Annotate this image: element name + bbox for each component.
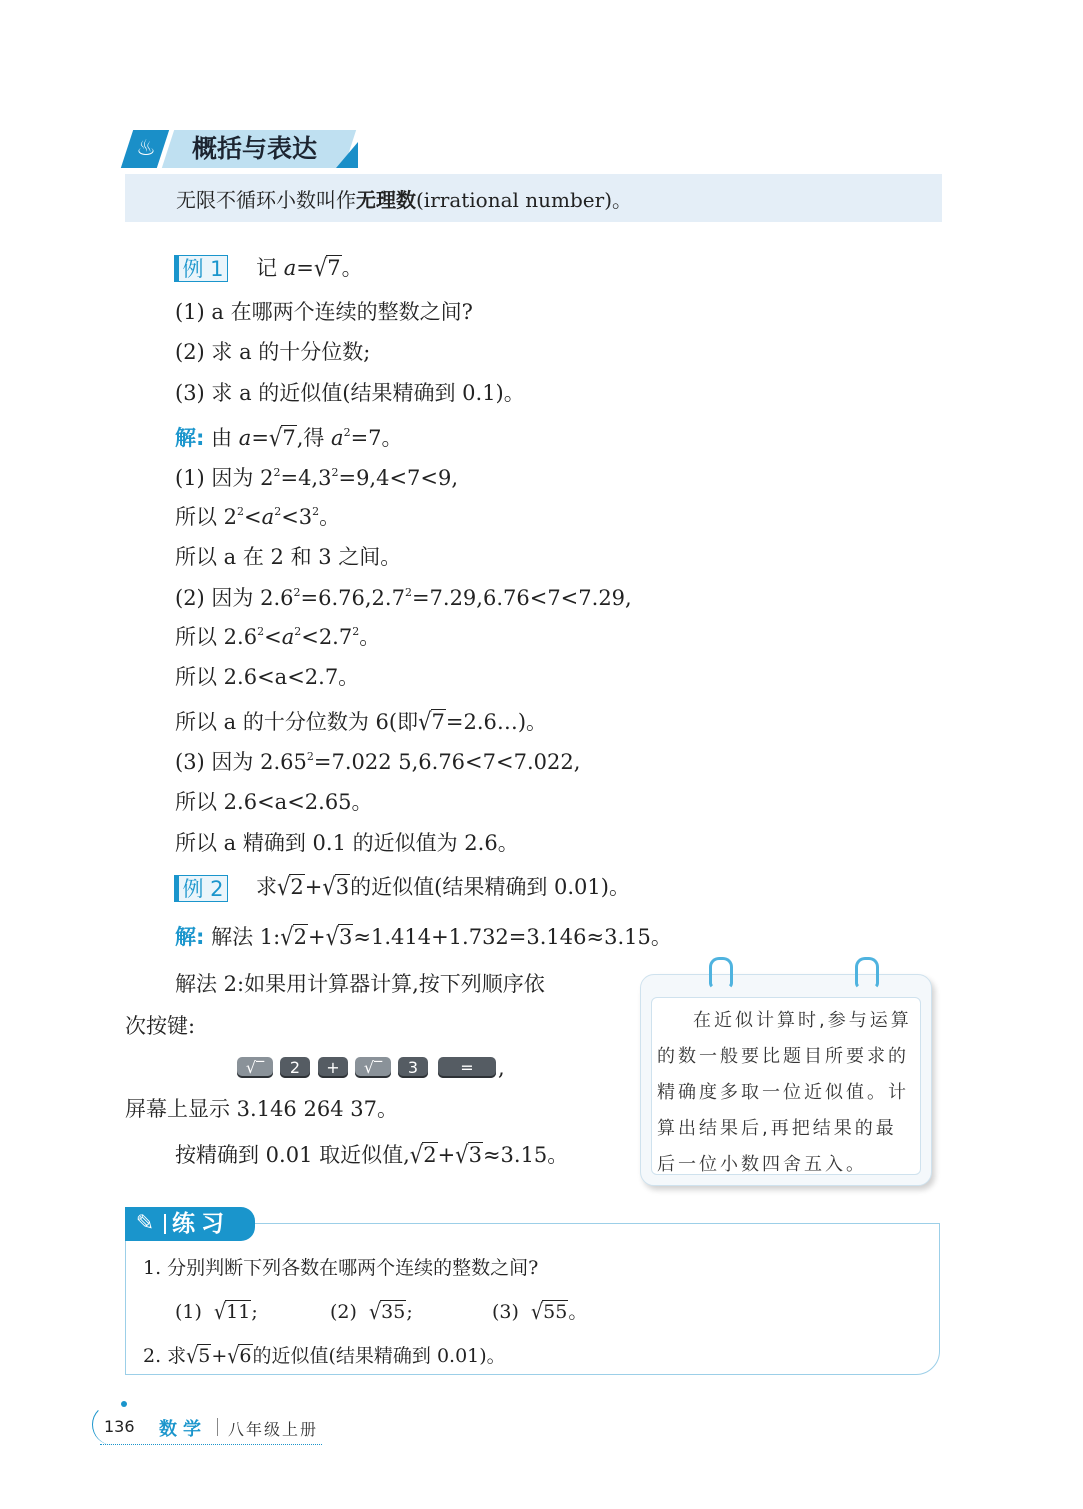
example-1-step-2: 所以 $2^2<a^2<3^2$。 bbox=[175, 505, 341, 529]
solution-label: 解: bbox=[175, 426, 205, 450]
practice-q1-b: (2) √35; bbox=[330, 1299, 413, 1325]
solution-label-2: 解: bbox=[175, 925, 205, 949]
note-text: 在近似计算时,参与运算的数一般要比题目所要求的精确度多取一位近似值。计算出结果后,再把结果的最后一位小数四舍五入。 bbox=[657, 1010, 912, 1175]
footer-grade: 八年级上册 bbox=[228, 1420, 319, 1439]
example-2-statement: 求√2+√3的近似值(结果精确到 0.01)。 bbox=[256, 873, 630, 901]
note-card bbox=[640, 974, 932, 1186]
footer-subject: 数学 bbox=[159, 1419, 207, 1440]
example-1-solution-intro: 解: 由 a=√7,得 $a^2=7$。 bbox=[175, 424, 403, 452]
footer-dotted-rule bbox=[100, 1444, 322, 1445]
calc-key-2: 2 bbox=[280, 1057, 310, 1078]
practice-q1: 1. 分别判断下列各数在哪两个连续的整数之间? bbox=[143, 1257, 539, 1279]
calc-keys-comma: , bbox=[498, 1056, 505, 1080]
section-title-accent bbox=[336, 142, 358, 168]
example-2-display: 屏幕上显示 3.146 264 37。 bbox=[125, 1097, 398, 1121]
example-1-step-5: 所以 $2.6^2<a^2<2.7^2$。 bbox=[175, 625, 381, 649]
footer-divider bbox=[217, 1418, 218, 1436]
example-1-tag: 例 1 bbox=[174, 255, 228, 282]
example-1-step-10: 所以 a 精确到 0.1 的近似值为 2.6。 bbox=[175, 831, 519, 855]
calc-key-equals: = bbox=[438, 1057, 496, 1078]
definition-text bbox=[176, 187, 632, 213]
definition-post: (irrational number)。 bbox=[416, 188, 633, 212]
example-2-method-2-line-2: 次按键: bbox=[125, 1014, 196, 1038]
practice-title: 练习 bbox=[172, 1211, 230, 1237]
example-2-tag: 例 2 bbox=[174, 875, 228, 902]
example-1-step-8: (3) 因为 $2.65^2=7.022$ 5,6.76<7<7.022, bbox=[175, 750, 581, 774]
practice-q1-c: (3) √55。 bbox=[492, 1299, 588, 1325]
calc-key-sqrt: √‾ bbox=[237, 1057, 273, 1078]
sqrt-7: √7 bbox=[313, 254, 341, 282]
example-1-step-7: 所以 a 的十分位数为 6(即√7=2.6…)。 bbox=[175, 708, 548, 736]
example-2-method-1: 解: 解法 1:√2+√3≈1.414+1.732=3.146≈3.15。 bbox=[175, 923, 672, 951]
flame-icon: ♨ bbox=[136, 136, 156, 161]
example-2-method-2-line-1: 解法 2:如果用计算器计算,按下列顺序依 bbox=[175, 972, 545, 996]
example-1-q3: (3) 求 a 的近似值(结果精确到 0.1)。 bbox=[175, 381, 525, 405]
example-1-step-9: 所以 2.6<a<2.65。 bbox=[175, 790, 373, 814]
definition-pre: 无限不循环小数叫作 bbox=[176, 188, 356, 212]
example-1-step-1: (1) 因为 $2^2=4,3^2=9,4<7<9$, bbox=[175, 466, 459, 490]
example-1-q2: (2) 求 a 的十分位数; bbox=[175, 340, 371, 364]
calc-key-3: 3 bbox=[398, 1057, 428, 1078]
practice-q1-a: (1) √11; bbox=[175, 1299, 258, 1325]
example-1-step-3: 所以 a 在 2 和 3 之间。 bbox=[175, 545, 402, 569]
binder-ring-icon bbox=[709, 957, 733, 989]
example-1-q1: (1) a 在哪两个连续的整数之间? bbox=[175, 300, 473, 324]
practice-tag-divider bbox=[164, 1214, 166, 1234]
example-1-step-4: (2) 因为 $2.6^2=6.76,2.7^2=7.29,6.76<7<7.29$, bbox=[175, 586, 632, 610]
example-2-final: 按精确到 0.01 取近似值,√2+√3≈3.15。 bbox=[175, 1141, 569, 1169]
section-title: 概括与表达 bbox=[192, 134, 318, 163]
calc-key-plus: + bbox=[318, 1057, 348, 1078]
example-1-statement: 记 a=√7。 bbox=[256, 254, 363, 282]
binder-ring-icon bbox=[855, 957, 879, 989]
footer-dot bbox=[121, 1401, 127, 1407]
example-1-step-6: 所以 2.6<a<2.7。 bbox=[175, 665, 360, 689]
page-number: 136 bbox=[104, 1417, 135, 1436]
pencil-ruler-icon: ✎ bbox=[135, 1211, 155, 1236]
definition-term: 无理数 bbox=[356, 188, 416, 212]
practice-q2: 2. 求√5+√6的近似值(结果精确到 0.01)。 bbox=[143, 1343, 506, 1369]
calc-key-sqrt-2: √‾ bbox=[355, 1057, 391, 1078]
